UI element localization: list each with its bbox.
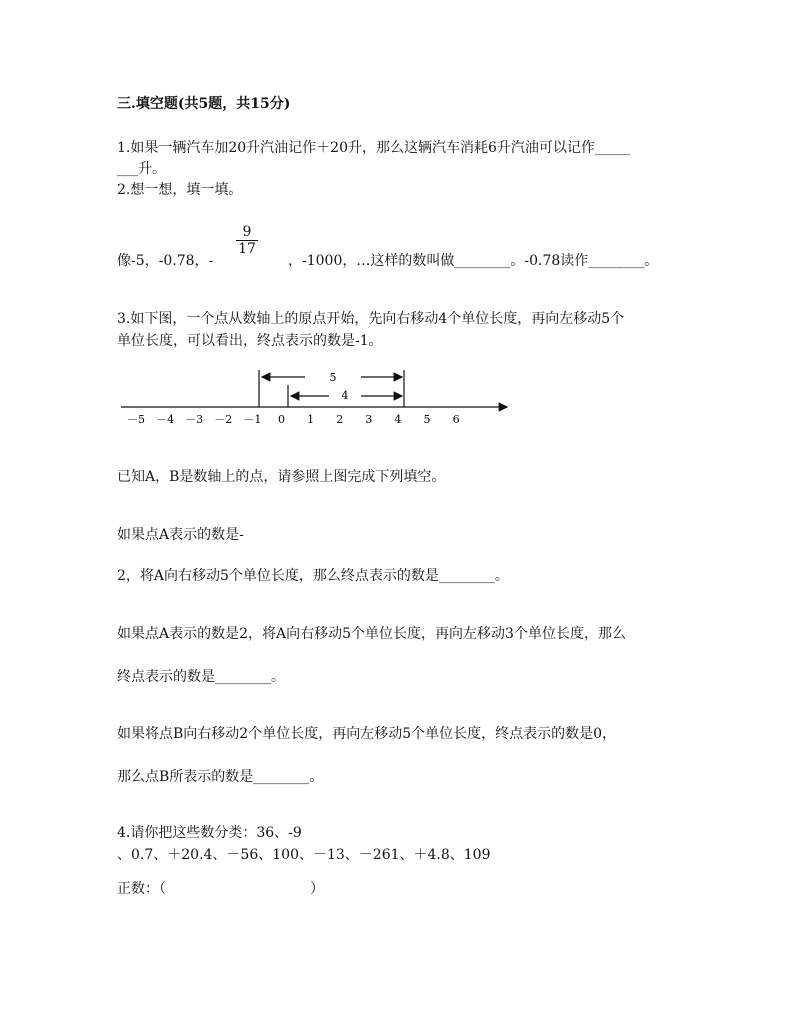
q2-suffix: ，-1000，…这样的数叫做________。-0.78读作________。 bbox=[288, 253, 659, 269]
tick-label: 0 bbox=[278, 413, 285, 426]
tick-label: 6 bbox=[452, 413, 460, 426]
tick-label: －4 bbox=[156, 413, 175, 426]
tick-label: －5 bbox=[127, 413, 145, 426]
q1-line1: 1.如果一辆汽车加20升汽油记作＋20升，那么这辆汽车消耗6升汽油可以记作_____ bbox=[117, 140, 630, 156]
tick-label: －2 bbox=[214, 413, 233, 426]
label-left-move: 5 bbox=[329, 371, 337, 384]
q2-title: 2.想一想，填一填。 bbox=[117, 182, 243, 198]
q4-positive-label: 正数：（ bbox=[117, 881, 166, 897]
tick-label: 2 bbox=[336, 413, 344, 426]
tick-labels bbox=[127, 413, 460, 426]
tick-label: 3 bbox=[365, 413, 373, 426]
q3-line2: 单位长度，可以看出，终点表示的数是-1。 bbox=[117, 333, 383, 349]
fraction-numerator: 9 bbox=[242, 224, 252, 240]
q3-b-line1: 如果将点B向右移动2个单位长度，再向左移动5个单位长度，终点表示的数是0， bbox=[117, 726, 617, 742]
tick-label: 4 bbox=[394, 413, 402, 426]
number-line-figure bbox=[117, 366, 517, 430]
tick-label: －1 bbox=[243, 413, 262, 426]
q1-line2: ___升。 bbox=[117, 161, 166, 177]
tick-label: 1 bbox=[307, 413, 315, 426]
label-right-move: 4 bbox=[341, 389, 349, 402]
fraction-denominator: 17 bbox=[238, 241, 256, 257]
q3-a1-line2: 2，将A向右移动5个单位长度，那么终点表示的数是________。 bbox=[117, 568, 509, 584]
q4-positive-close: ） bbox=[310, 881, 324, 897]
section-title: 三.填空题(共5题，共15分) bbox=[117, 96, 291, 112]
q2-prefix: 像-5，-0.78，- bbox=[117, 253, 214, 269]
q4-line1: 4.请你把这些数分类：36、-9 bbox=[117, 825, 302, 841]
tick-label: 5 bbox=[423, 413, 431, 426]
tick-label: －3 bbox=[185, 413, 204, 426]
q3-a2-line2: 终点表示的数是________。 bbox=[117, 669, 285, 685]
q3-line1: 3.如下图，一个点从数轴上的原点开始，先向右移动4个单位长度，再向左移动5个 bbox=[117, 311, 625, 327]
fraction-9-17 bbox=[236, 224, 258, 257]
q3-known: 已知A，B是数轴上的点，请参照上图完成下列填空。 bbox=[117, 469, 446, 485]
q3-b-line2: 那么点B所表示的数是________。 bbox=[117, 769, 324, 785]
q4-line2: 、0.7、＋20.4、－56、100、－13、－261、＋4.8、109 bbox=[117, 847, 491, 863]
q3-a1-line1: 如果点A表示的数是- bbox=[117, 527, 244, 543]
q3-a2-line1: 如果点A表示的数是2，将A向右移动5个单位长度，再向左移动3个单位长度，那么 bbox=[117, 626, 626, 642]
